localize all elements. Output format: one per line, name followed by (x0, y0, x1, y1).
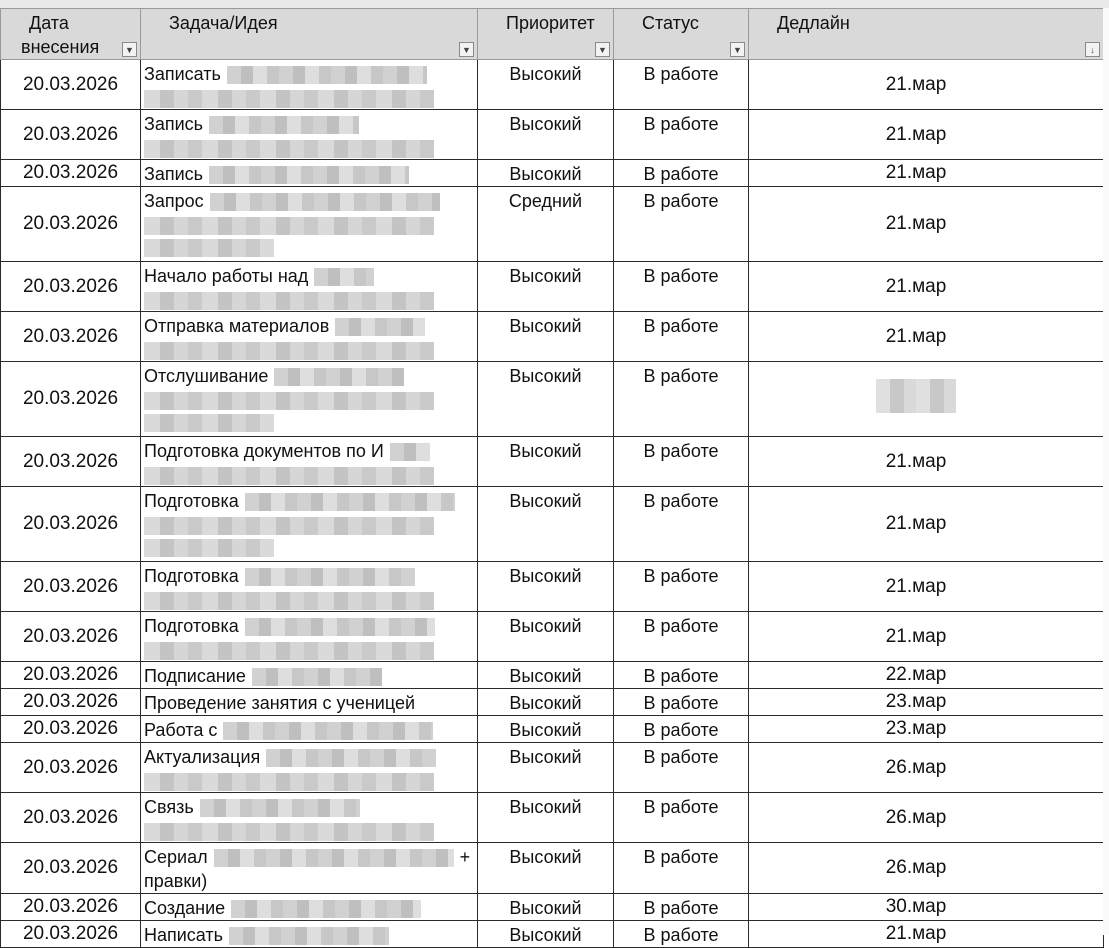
deadline-text: 21.мар (885, 450, 947, 472)
cell-deadline[interactable] (749, 437, 1104, 487)
task-text: Работа с (144, 720, 218, 740)
cell-priority[interactable]: Высокий (478, 662, 614, 689)
cell-priority[interactable]: Высокий (478, 689, 614, 716)
cell-date[interactable]: 20.03.2026 (1, 716, 141, 743)
header-priority (478, 9, 614, 60)
table-row (1, 612, 1104, 662)
task-text: Подготовка документов по И (144, 441, 384, 461)
cell-status[interactable]: В работе (614, 562, 749, 612)
deadline-text: 26.мар (885, 806, 947, 828)
header-status-label: Статус (642, 13, 699, 33)
cell-priority[interactable]: Высокий (478, 843, 614, 894)
cell-deadline[interactable] (749, 793, 1104, 843)
deadline-text: 21.мар (885, 513, 947, 534)
redacted-text (144, 239, 274, 257)
cell-status[interactable]: В работе (614, 612, 749, 662)
task-text: Связь (144, 797, 194, 817)
cell-deadline[interactable] (749, 843, 1104, 894)
cell-task[interactable] (141, 894, 478, 921)
cell-status[interactable]: В работе (614, 843, 749, 894)
table-row (1, 312, 1104, 362)
header-row (1, 9, 1104, 60)
task-text: Подготовка (144, 566, 239, 586)
table-row (1, 362, 1104, 437)
cell-status[interactable]: В работе (614, 743, 749, 793)
cell-date[interactable]: 20.03.2026 (1, 743, 141, 793)
header-task (141, 9, 478, 60)
task-suffix: + (459, 847, 471, 867)
cell-task[interactable] (141, 362, 478, 437)
cell-deadline[interactable] (749, 160, 1104, 187)
task-text: Подготовка (144, 491, 239, 511)
filter-dropdown-icon[interactable]: ▼ (730, 42, 745, 57)
task-text: Проведение занятия с ученицей (144, 693, 416, 713)
cell-priority[interactable]: Средний (478, 187, 614, 262)
filter-dropdown-icon[interactable]: ▼ (595, 42, 610, 57)
cell-priority[interactable]: Высокий (478, 110, 614, 160)
cell-status[interactable]: В работе (614, 110, 749, 160)
header-date-line2: внесения (21, 37, 100, 57)
cell-deadline[interactable] (749, 362, 1104, 437)
cell-deadline[interactable] (749, 743, 1104, 793)
redacted-text (245, 568, 415, 586)
cell-task[interactable] (141, 662, 478, 689)
deadline-text: 21.мар (885, 275, 947, 297)
cell-task[interactable] (141, 612, 478, 662)
table-row (1, 743, 1104, 793)
task-text: Актуализация (144, 747, 261, 767)
cell-priority[interactable]: Высокий (478, 312, 614, 362)
cell-priority[interactable]: Высокий (478, 487, 614, 562)
deadline-text: 23.мар (885, 691, 947, 712)
table-row (1, 562, 1104, 612)
deadline-text: 22.мар (885, 664, 947, 685)
redacted-text (144, 217, 434, 235)
redacted-text (144, 592, 434, 610)
filter-dropdown-icon[interactable]: ▼ (459, 42, 474, 57)
cell-priority[interactable]: Высокий (478, 612, 614, 662)
cell-status[interactable]: В работе (614, 716, 749, 743)
cell-date[interactable]: 20.03.2026 (1, 612, 141, 662)
cell-date[interactable]: 20.03.2026 (1, 362, 141, 437)
redacted-text (227, 66, 427, 84)
table-row (1, 894, 1104, 921)
cell-task[interactable] (141, 312, 478, 362)
cell-date[interactable]: 20.03.2026 (1, 689, 141, 716)
sort-filter-icon[interactable]: ↓ (1085, 42, 1100, 57)
header-deadline-label: Дедлайн (777, 13, 850, 33)
cell-priority[interactable]: Высокий (478, 437, 614, 487)
redacted-text (144, 642, 434, 660)
cell-date[interactable]: 20.03.2026 (1, 437, 141, 487)
header-status (614, 9, 749, 60)
task-text: Отправка материалов (144, 316, 330, 336)
cell-deadline[interactable] (749, 312, 1104, 362)
cell-deadline[interactable] (749, 662, 1104, 689)
redacted-text (209, 166, 409, 184)
redacted-text (200, 799, 360, 817)
redacted-text (144, 773, 434, 791)
redacted-text (876, 379, 956, 413)
redacted-text (245, 618, 435, 636)
redacted-text (210, 193, 440, 211)
redacted-text (144, 823, 434, 841)
task-text: Подписание (144, 666, 246, 686)
cell-priority[interactable]: Высокий (478, 562, 614, 612)
cell-deadline[interactable] (749, 894, 1104, 921)
table-row (1, 262, 1104, 312)
cell-status[interactable]: В работе (614, 921, 749, 948)
table-row (1, 437, 1104, 487)
cell-priority[interactable]: Высокий (478, 362, 614, 437)
task-text: Начало работы над (144, 266, 309, 286)
table-row (1, 921, 1104, 948)
cell-status[interactable]: В работе (614, 262, 749, 312)
table-row (1, 662, 1104, 689)
cell-deadline[interactable] (749, 716, 1104, 743)
task-text: Создание (144, 898, 226, 918)
table-row (1, 187, 1104, 262)
deadline-text: 21.мар (885, 213, 947, 234)
cell-status[interactable]: В работе (614, 60, 749, 110)
table-row (1, 716, 1104, 743)
cell-task[interactable] (141, 110, 478, 160)
redacted-text (144, 392, 434, 410)
cell-priority[interactable]: Высокий (478, 160, 614, 187)
header-date (1, 9, 141, 60)
task-table (0, 8, 1104, 948)
task-text: Запись (144, 114, 204, 134)
redacted-text (144, 517, 434, 535)
redacted-text (231, 900, 421, 918)
cell-task[interactable] (141, 921, 478, 948)
cell-deadline[interactable] (749, 60, 1104, 110)
cell-task[interactable] (141, 437, 478, 487)
cell-task[interactable] (141, 743, 478, 793)
deadline-text: 30.мар (885, 896, 947, 917)
task-text-line2: правки) (144, 871, 208, 891)
redacted-text (223, 722, 433, 740)
deadline-text: 21.мар (885, 73, 947, 95)
cell-status[interactable]: В работе (614, 662, 749, 689)
task-text: Запись (144, 164, 204, 184)
cell-deadline[interactable] (749, 689, 1104, 716)
redacted-text (266, 749, 436, 767)
cell-deadline[interactable] (749, 921, 1104, 948)
cell-status[interactable]: В работе (614, 793, 749, 843)
cell-status[interactable]: В работе (614, 487, 749, 562)
redacted-text (144, 292, 434, 310)
cell-date[interactable]: 20.03.2026 (1, 487, 141, 562)
table-row (1, 689, 1104, 716)
redacted-text (144, 342, 434, 360)
redacted-text (390, 443, 430, 461)
cell-task[interactable] (141, 187, 478, 262)
cell-date[interactable]: 20.03.2026 (1, 662, 141, 689)
cell-priority[interactable]: Высокий (478, 743, 614, 793)
redacted-text (245, 493, 455, 511)
deadline-text: 21.мар (885, 123, 947, 145)
cell-priority[interactable]: Высокий (478, 793, 614, 843)
cell-task[interactable] (141, 843, 478, 894)
redacted-text (144, 414, 274, 432)
header-priority-label: Приоритет (506, 13, 595, 33)
cell-date[interactable]: 20.03.2026 (1, 921, 141, 948)
cell-date[interactable]: 20.03.2026 (1, 312, 141, 362)
table-row (1, 793, 1104, 843)
cell-deadline[interactable] (749, 110, 1104, 160)
cell-priority[interactable]: Высокий (478, 60, 614, 110)
header-deadline (749, 9, 1104, 60)
deadline-text: 21.мар (885, 575, 947, 597)
redacted-text (274, 368, 404, 386)
cell-status[interactable]: В работе (614, 362, 749, 437)
cell-date[interactable]: 20.03.2026 (1, 60, 141, 110)
cell-status[interactable]: В работе (614, 689, 749, 716)
table-row (1, 160, 1104, 187)
cell-task[interactable] (141, 60, 478, 110)
table-row (1, 60, 1104, 110)
cell-status[interactable]: В работе (614, 312, 749, 362)
deadline-text: 26.мар (885, 857, 947, 878)
cell-priority[interactable]: Высокий (478, 716, 614, 743)
cell-date[interactable]: 20.03.2026 (1, 894, 141, 921)
cell-status[interactable]: В работе (614, 437, 749, 487)
cell-deadline[interactable] (749, 187, 1104, 262)
table-row (1, 487, 1104, 562)
cell-deadline[interactable] (749, 487, 1104, 562)
cell-task[interactable] (141, 716, 478, 743)
cell-date[interactable]: 20.03.2026 (1, 843, 141, 894)
redacted-text (144, 140, 434, 158)
redacted-text (335, 318, 425, 336)
task-text: Отслушивание (144, 366, 269, 386)
deadline-text: 26.мар (885, 756, 947, 778)
redacted-text (214, 849, 454, 867)
cell-status[interactable]: В работе (614, 894, 749, 921)
deadline-text: 21.мар (885, 162, 947, 183)
cell-deadline[interactable] (749, 262, 1104, 312)
redacted-text (144, 90, 434, 108)
cell-priority[interactable]: Высокий (478, 921, 614, 948)
task-text: Записать (144, 64, 221, 84)
cell-date[interactable]: 20.03.2026 (1, 562, 141, 612)
header-date-line1: Дата (29, 13, 69, 33)
deadline-text: 21.мар (885, 923, 947, 944)
cell-deadline[interactable] (749, 612, 1104, 662)
cell-task[interactable] (141, 160, 478, 187)
redacted-text (229, 927, 389, 945)
cell-priority[interactable]: Высокий (478, 894, 614, 921)
cell-status[interactable]: В работе (614, 187, 749, 262)
cell-date[interactable]: 20.03.2026 (1, 110, 141, 160)
cell-task[interactable] (141, 562, 478, 612)
cell-priority[interactable]: Высокий (478, 262, 614, 312)
redacted-text (144, 467, 434, 485)
deadline-text: 21.мар (885, 325, 947, 347)
deadline-text: 23.мар (885, 718, 947, 739)
task-text: Написать (144, 925, 224, 945)
task-text: Сериал (144, 847, 208, 867)
table-row (1, 843, 1104, 894)
sheet-edge (1103, 8, 1109, 935)
deadline-text: 21.мар (885, 625, 947, 647)
redacted-text (252, 668, 382, 686)
task-text: Подготовка (144, 616, 239, 636)
table-row (1, 110, 1104, 160)
cell-status[interactable]: В работе (614, 160, 749, 187)
redacted-text (314, 268, 374, 286)
cell-deadline[interactable] (749, 562, 1104, 612)
task-text: Запрос (144, 191, 204, 211)
cell-task[interactable] (141, 262, 478, 312)
cell-task[interactable] (141, 793, 478, 843)
redacted-text (209, 116, 359, 134)
cell-date[interactable]: 20.03.2026 (1, 187, 141, 262)
cell-task[interactable] (141, 487, 478, 562)
filter-dropdown-icon[interactable]: ▼ (122, 42, 137, 57)
cell-date[interactable]: 20.03.2026 (1, 160, 141, 187)
cell-task[interactable] (141, 689, 478, 716)
redacted-text (144, 539, 274, 557)
cell-date[interactable]: 20.03.2026 (1, 262, 141, 312)
header-task-label: Задача/Идея (169, 13, 278, 33)
cell-date[interactable]: 20.03.2026 (1, 793, 141, 843)
